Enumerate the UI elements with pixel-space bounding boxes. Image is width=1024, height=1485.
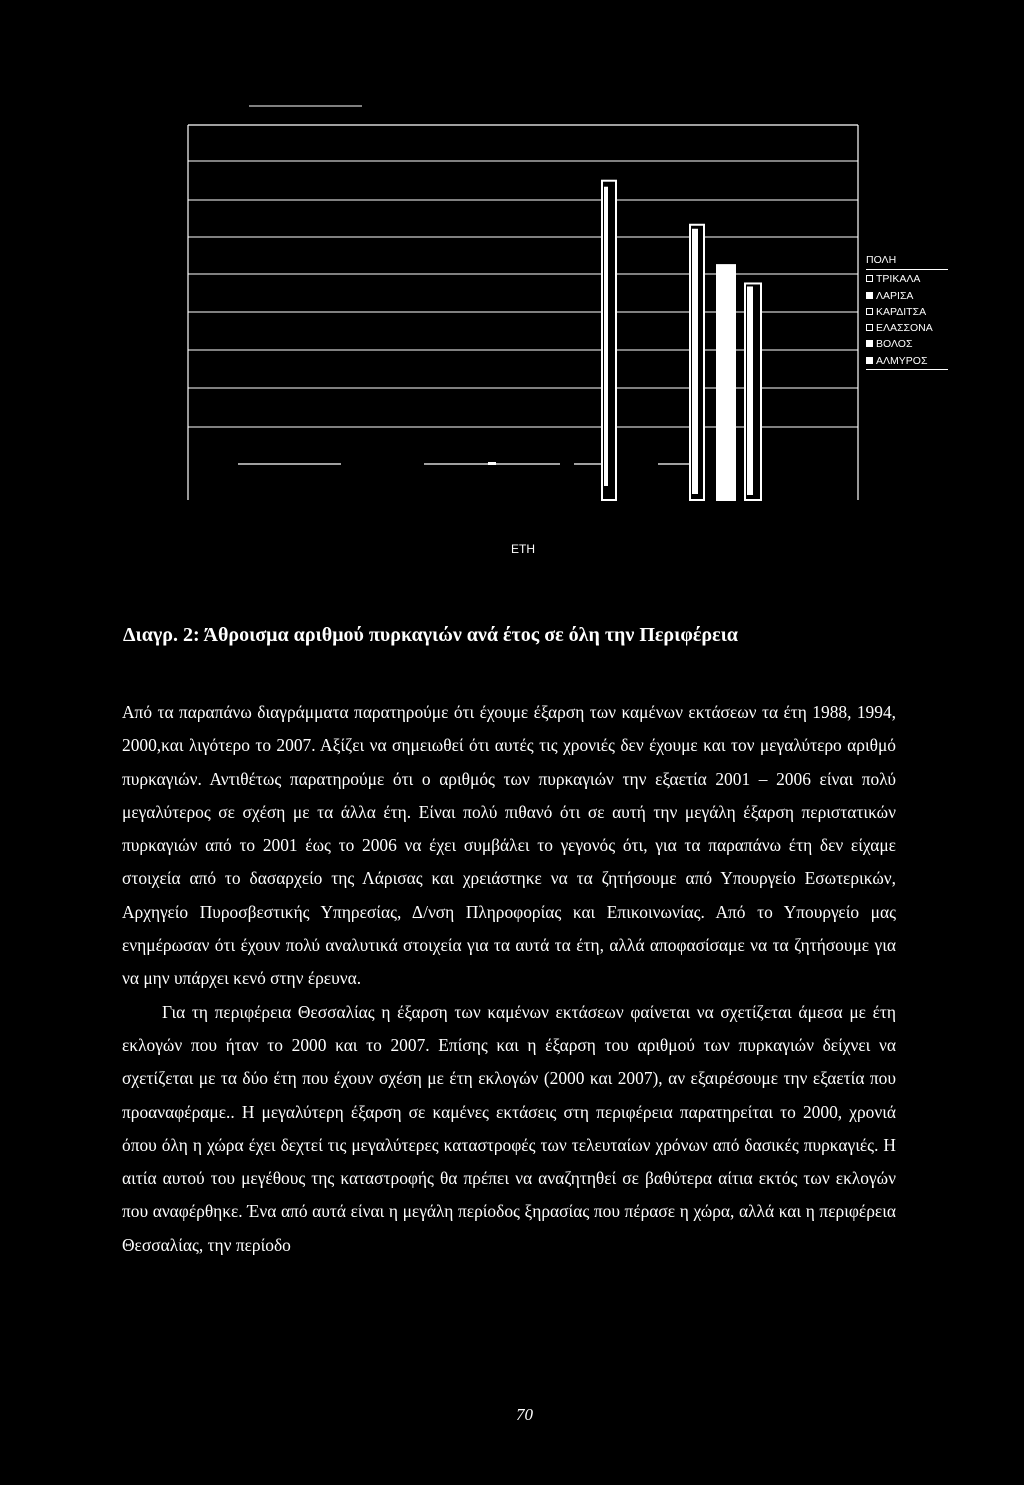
legend-swatch [866, 292, 873, 299]
legend-swatch [866, 324, 873, 331]
legend-title: ΠΟΛΗ [866, 252, 948, 270]
paragraph-1: Από τα παραπάνω διαγράμματα παρατηρούμε ότι έχουμε έξαρση των καμένων εκτάσεων τα έτη 1988, 1994, 2000,και λιγότερο το 2007. Αξίζει να σημειωθεί ότι αυτές τις χρονιές δεν έχουμε και τον μεγαλύτερο αριθμό πυρκαγιών. Αντιθέτως παρατηρούμε ότι ο αριθμός των πυρκαγιών την εξαετία 2001 – 2006 είναι πολύ μεγαλύτερος σε σχέση με τα άλλα έτη. Είναι πολύ πιθανό ότι σε αυτή την μεγάλη έξαρση περιστατικών πυρκαγιών από το 2001 έως το 2006 να έχει συμβάλει το γεγονός ότι, για τα παραπάνω έτη δεν είχαμε στοιχεία από το δασαρχείο της Λάρισας και χρειάστηκε να τα ζητήσουμε από Υπουργείο Εσωτερικών, Αρχηγείο Πυροσβεστικής Υπηρεσίας, Δ/νση Πληροφορίας και Επικοινωνίας. Από το Υπουργείο μας ενημέρωσαν ότι έχουν πολύ αναλυτικά στοιχεία για τα αυτά τα έτη, αλλά αποφασίσαμε να τα ζητήσουμε για να μην υπάρχει κενό στην έρευνα. [122, 702, 896, 989]
legend-item-trikala [866, 271, 948, 287]
legend-label: ΤΡΙΚΑΛΑ [876, 273, 921, 286]
bar-inner [747, 286, 753, 495]
legend-swatch [866, 275, 873, 282]
legend-swatch [866, 340, 873, 347]
paragraph-2: Για τη περιφέρεια Θεσσαλίας η έξαρση των καμένων εκτάσεων φαίνεται να σχετίζεται άμεσα με έτη εκλογών που ήταν το 2000 και το 2007. Επίσης και η έξαρση του αριθμού των πυρκαγιών δείχνει να σχετίζεται με τα δύο έτη που έχουν σχέση με έτη εκλογών (2000 και 2007), αν εξαιρέσουμε την εξαετία που προαναφέραμε.. Η μεγαλύτερη έξαρση σε καμένες εκτάσεις στη περιφέρεια παρατηρείται το 2000, χρονιά όπου όλη η χώρα έχει δεχτεί τις μεγαλύτερες καταστροφές των τελευταίων χρόνων από δασικές πυρκαγιές. Η αιτία αυτού του μεγέθους της καταστροφής θα πρέπει να αναζητηθεί σε βαθύτερα αίτια εκτός των εκλογών που αναφέρθηκε. Ένα από αυτά είναι η μεγάλη περίοδος ξηρασίας που πέρασε η χώρα, αλλά και η περιφέρεια Θεσσαλίας, την περίοδο [122, 1001, 896, 1255]
legend-label: ΒΟΛΟΣ [876, 338, 913, 351]
bar-inner [604, 187, 608, 486]
series-mark [488, 462, 496, 465]
body-text [122, 696, 896, 1262]
legend-item-karditsa [866, 304, 948, 320]
legend-swatch [866, 357, 873, 364]
legend-item-volos [866, 336, 948, 352]
legend-swatch [866, 308, 873, 315]
chart-legend [866, 252, 948, 370]
legend-item-elassona [866, 320, 948, 336]
legend-item-almyros [866, 353, 948, 370]
x-axis-label: ΕΤΗ [511, 542, 535, 556]
legend-label: ΚΑΡΔΙΤΣΑ [876, 305, 927, 318]
bar-inner [692, 229, 698, 494]
chart [0, 0, 1024, 600]
bar [717, 265, 735, 500]
page-number: 70 [516, 1405, 533, 1424]
figure-caption: Διαγρ. 2: Άθροισμα αριθμού πυρκαγιών ανά έτος σε όλη την Περιφέρεια [123, 624, 738, 646]
legend-label: ΑΛΜΥΡΟΣ [876, 354, 928, 367]
legend-label: ΕΛΑΣΣΟΝΑ [876, 322, 933, 335]
legend-label: ΛΑΡΙΣΑ [876, 289, 914, 302]
legend-item-larisa [866, 288, 948, 304]
